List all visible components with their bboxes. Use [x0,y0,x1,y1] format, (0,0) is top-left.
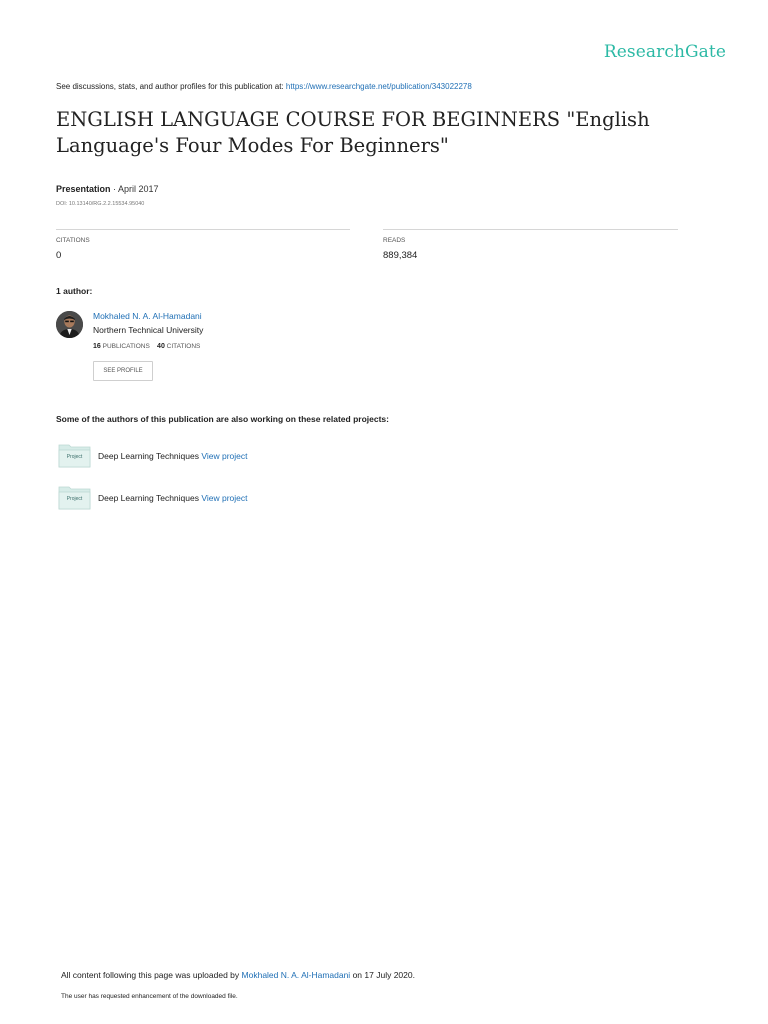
citations-label: CITATIONS [56,237,90,244]
view-project-link[interactable]: View project [201,451,248,461]
avatar-photo-icon [56,311,83,338]
discussions-line [56,82,472,91]
project-name: Deep Learning Techniques [98,451,199,461]
upload-prefix: All content following this page was uploaded by [61,970,240,980]
see-profile-button[interactable]: SEE PROFILE [93,361,153,381]
related-project-item [58,442,358,470]
publication-meta [56,184,159,194]
reads-value: 889,384 [383,250,418,261]
reads-divider [383,229,678,230]
project-text [98,493,248,503]
citations-value: 0 [56,250,62,261]
author-citations-label: CITATIONS [166,343,201,350]
enhancement-note: The user has requested enhancement of the downloaded file. [61,993,238,1000]
researchgate-logo[interactable]: ResearchGate [603,42,726,62]
publication-title: ENGLISH LANGUAGE COURSE FOR BEGINNERS "English Language's Four Modes For Beginners" [56,108,650,157]
author-citations-count: 40 [157,343,165,350]
author-stats [93,343,200,350]
author-name-link[interactable]: Mokhaled N. A. Al-Hamadani [93,311,202,321]
citations-divider [56,229,350,230]
author-publications-label: PUBLICATIONS [102,343,150,350]
view-project-link[interactable]: View project [201,493,248,503]
uploader-link[interactable]: Mokhaled N. A. Al-Hamadani [241,970,351,980]
upload-suffix: on 17 July 2020. [352,970,415,980]
publication-url-link[interactable]: https://www.researchgate.net/publication/343022278 [285,82,472,91]
related-projects-heading: Some of the authors of this publication are also working on these related projects: [56,414,389,424]
discussions-text: See discussions, stats, and author profiles for this publication at: [56,82,284,91]
author-avatar[interactable] [56,311,83,338]
project-name: Deep Learning Techniques [98,493,199,503]
project-folder-label: Project [66,496,83,502]
publication-date: · April 2017 [113,184,159,194]
project-text [98,451,248,461]
reads-label: READS [383,237,406,244]
publication-type: Presentation [56,184,111,194]
authors-heading: 1 author: [56,286,93,296]
upload-note [61,970,415,980]
project-folder-label: Project [66,454,83,460]
author-institution: Northern Technical University [93,325,204,335]
related-project-item [58,484,358,512]
author-publications-count: 16 [93,343,101,350]
publication-doi: DOI: 10.13140/RG.2.2.15534.95040 [56,201,145,207]
